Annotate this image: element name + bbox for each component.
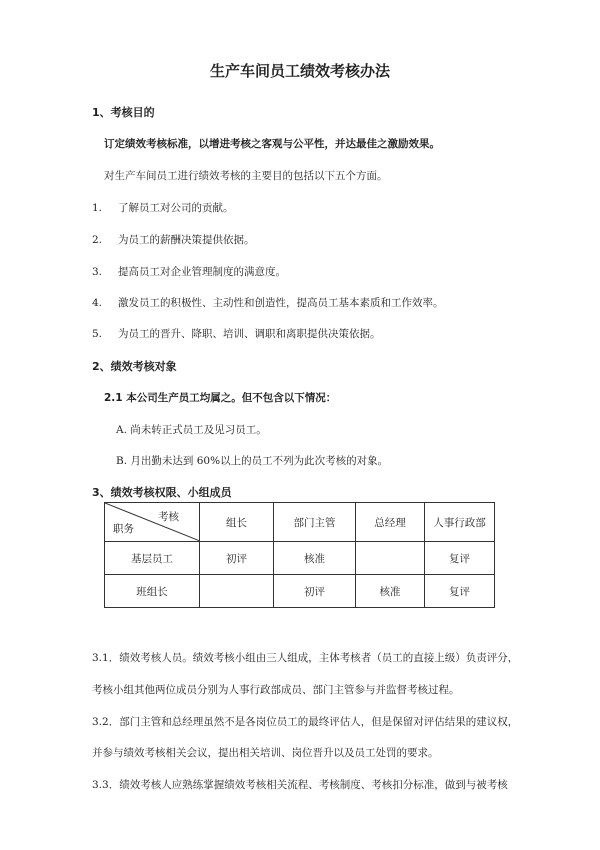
section-3-heading: 3、绩效考核权限、小组成员: [92, 486, 232, 499]
table-cell: 核准: [274, 542, 356, 575]
section-1-intro: 对生产车间员工进行绩效考核的主要目的包括以下五个方面。: [104, 170, 388, 182]
list-item: [92, 264, 286, 279]
corner-label-position: 职务: [113, 523, 134, 535]
list-item: [92, 295, 444, 310]
list-item-text: 了解员工对公司的贡献。: [118, 202, 234, 214]
list-item: [92, 232, 255, 247]
exclusion-item: A. 尚未转正式员工及见习员工。: [116, 424, 267, 436]
paragraph-line: 3.2．部门主管和总经理虽然不是各岗位员工的最终评估人，但是保留对评估结果的建议权，: [92, 716, 519, 728]
column-header: 组长: [200, 503, 274, 542]
list-item-number: 5.: [92, 328, 103, 340]
corner-label-assessment: 考核: [158, 511, 179, 523]
paragraph-line: 3.3．绩效考核人应熟练掌握绩效考核相关流程、考核制度、考核扣分标准，做到与被考核: [92, 779, 508, 791]
table-row: [105, 575, 495, 608]
table-cell: 复评: [425, 575, 495, 608]
list-item-number: 4.: [92, 297, 103, 309]
row-label: 班组长: [105, 575, 200, 608]
row-label: 基层员工: [105, 542, 200, 575]
column-header: 部门主管: [274, 503, 356, 542]
list-item-number: 1.: [92, 202, 103, 214]
table-cell: 复评: [425, 542, 495, 575]
paragraph-line: 考核小组其他两位成员分别为人事行政部成员、部门主管参与并监督考核过程。: [92, 684, 460, 696]
table-cell: [200, 575, 274, 608]
column-header: 总经理: [356, 503, 425, 542]
table-cell: 初评: [274, 575, 356, 608]
list-item-number: 2.: [92, 234, 103, 246]
permission-table: [104, 502, 495, 608]
paragraph-line: 并参与绩效考核相关会议，提出相关培训、岗位晋升以及员工处罚的要求。: [92, 747, 439, 759]
list-item-number: 3.: [92, 266, 103, 278]
paragraph-line: 3.1．绩效考核人员。绩效考核小组由三人组成，主体考核者（员工的直接上级）负责评分，: [92, 652, 519, 664]
section-2-heading: 2、绩效考核对象: [92, 360, 177, 373]
column-header: 人事行政部: [425, 503, 495, 542]
list-item: [92, 200, 234, 215]
list-item-text: 为员工的晋升、降职、培训、调职和离职提供决策依据。: [118, 328, 381, 340]
exclusion-item: B. 月出勤未达到 60%以上的员工不列为此次考核的对象。: [116, 455, 389, 467]
document-title: 生产车间员工绩效考核办法: [209, 62, 390, 80]
table-cell: [356, 542, 425, 575]
section-1-heading: 1、考核目的: [92, 106, 155, 119]
diagonal-header-cell: [105, 503, 200, 542]
list-item-text: 为员工的薪酬决策提供依据。: [118, 234, 255, 246]
section-1-bold-statement: 订定绩效考核标准，以增进考核之客观与公平性，并达最佳之激励效果。: [104, 138, 440, 150]
table-cell: 初评: [200, 542, 274, 575]
list-item-text: 提高员工对企业管理制度的满意度。: [118, 266, 287, 278]
table-row: [105, 542, 495, 575]
table-header-row: [105, 503, 495, 542]
list-item: [92, 326, 381, 341]
list-item-text: 激发员工的积极性、主动性和创造性，提高员工基本素质和工作效率。: [118, 297, 444, 309]
section-2-subheading: 2.1 本公司生产员工均属之。但不包含以下情况：: [104, 392, 337, 404]
table-cell: 核准: [356, 575, 425, 608]
